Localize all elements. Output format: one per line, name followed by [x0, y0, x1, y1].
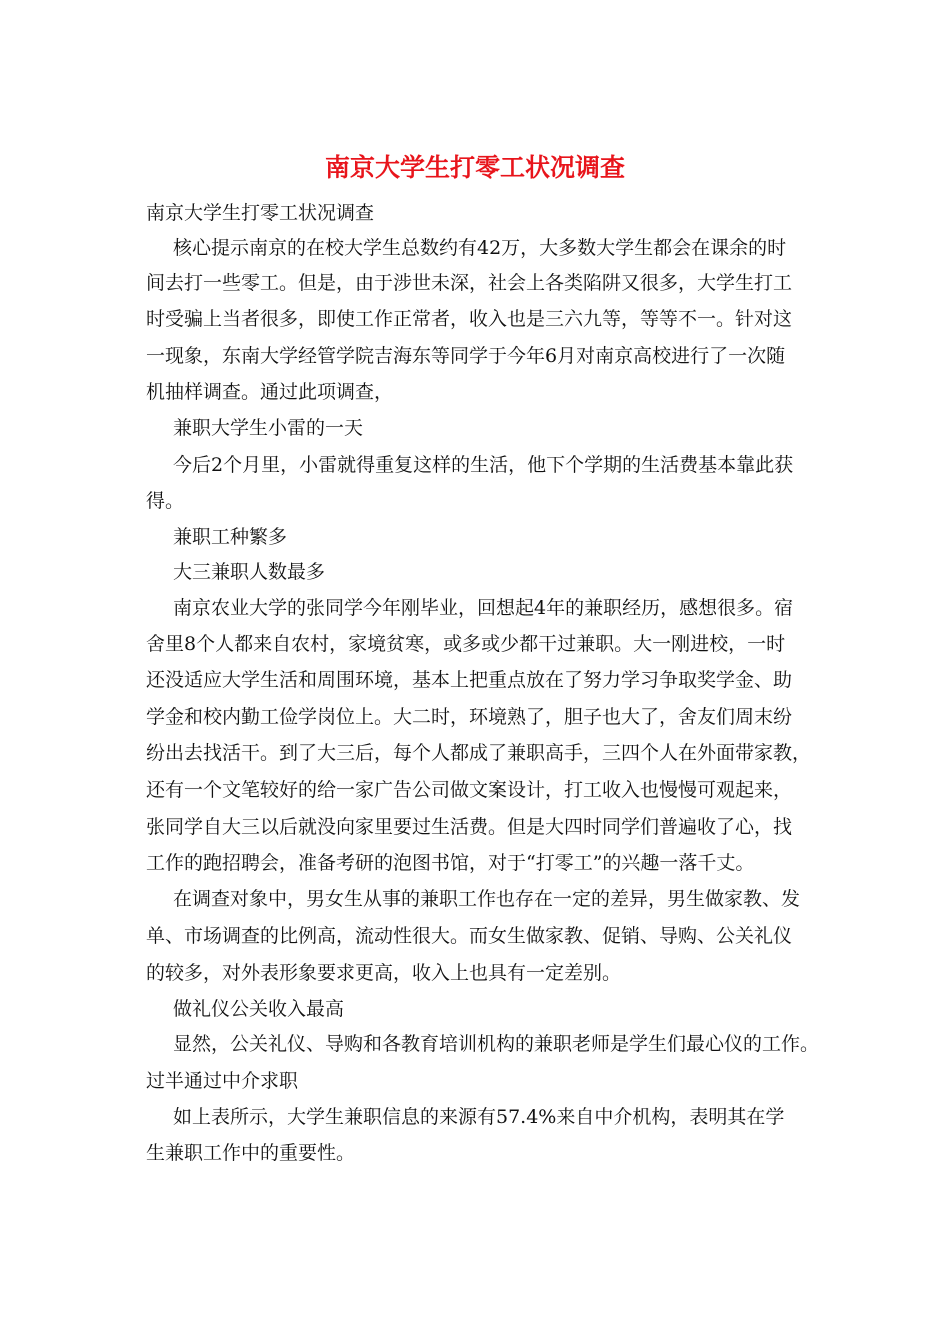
paragraph-line: 还有一个文笔较好的给一家广告公司做文案设计，打工收入也慢慢可观起来， [146, 779, 793, 801]
paragraph-line: 还没适应大学生活和周围环境，基本上把重点放在了努力学习争取奖学金、助 [146, 669, 793, 691]
section-heading: 兼职大学生小雷的一天 [173, 417, 364, 439]
paragraph-line: 单、市场调查的比例高，流动性很大。而女生做家教、促销、导购、公关礼仪 [146, 925, 793, 947]
paragraph-line: 生兼职工作中的重要性。 [146, 1142, 356, 1164]
paragraph-line: 工作的跑招聘会，准备考研的泡图书馆，对于“打零工”的兴趣一落千丈。 [146, 852, 755, 874]
paragraph-line: 张同学自大三以后就没向家里要过生活费。但是大四时同学们普遍收了心，找 [146, 816, 793, 838]
paragraph-line: 显然，公关礼仪、导购和各教育培训机构的兼职老师是学生们最心仪的工作。 [173, 1033, 820, 1055]
paragraph-line: 南京农业大学的张同学今年刚毕业，回想起4年的兼职经历，感想很多。宿 [173, 597, 794, 619]
paragraph-line: 如上表所示，大学生兼职信息的来源有57.4%来自中介机构，表明其在学 [173, 1106, 785, 1128]
repeated-title-line: 南京大学生打零工状况调查 [146, 202, 375, 224]
paragraph-line: 核心提示南京的在校大学生总数约有42万，大多数大学生都会在课余的时 [173, 237, 787, 259]
paragraph-line: 的较多，对外表形象要求更高，收入上也具有一定差别。 [146, 962, 622, 984]
section-heading: 兼职工种繁多 [173, 526, 288, 548]
paragraph-line: 间去打一些零工。但是，由于涉世未深，社会上各类陷阱又很多，大学生打工 [146, 272, 793, 294]
paragraph-line: 学金和校内勤工俭学岗位上。大二时，环境熟了，胆子也大了，舍友们周末纷 [146, 706, 793, 728]
paragraph-line: 舍里8个人都来自农村，家境贫寒，或多或少都干过兼职。大一刚进校，一时 [146, 633, 786, 655]
paragraph-line: 得。 [146, 490, 185, 512]
section-heading: 做礼仪公关收入最高 [173, 998, 345, 1020]
paragraph-line: 纷出去找活干。到了大三后，每个人都成了兼职高手，三四个人在外面带家教， [146, 742, 812, 764]
section-heading: 过半通过中介求职 [146, 1070, 299, 1092]
paragraph-line: 机抽样调查。通过此项调查， [146, 381, 394, 403]
paragraph-line: 在调查对象中，男女生从事的兼职工作也存在一定的差异，男生做家教、发 [173, 888, 801, 910]
document-title: 南京大学生打零工状况调查 [324, 153, 625, 182]
section-heading: 大三兼职人数最多 [173, 561, 326, 583]
paragraph-line: 时受骗上当者很多，即使工作正常者，收入也是三六九等，等等不一。针对这 [146, 308, 793, 330]
paragraph-line: 今后2个月里，小雷就得重复这样的生活，他下个学期的生活费基本靠此获 [173, 454, 794, 476]
paragraph-line: 一现象，东南大学经管学院吉海东等同学于今年6月对南京高校进行了一次随 [146, 345, 786, 367]
